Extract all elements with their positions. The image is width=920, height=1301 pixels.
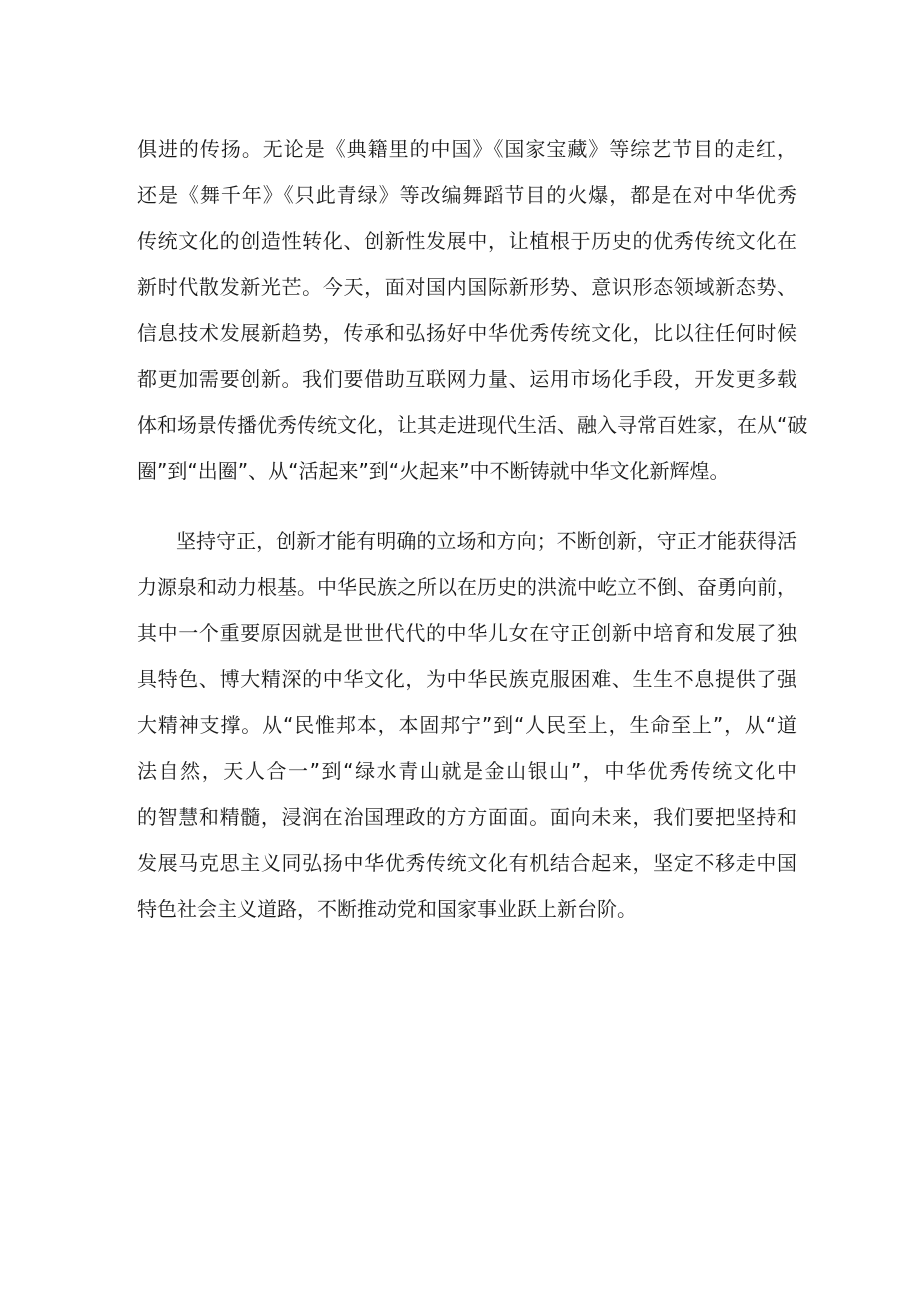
text-line: 力源泉和动力根基。中华民族之所以在历史的洪流中屹立不倒、奋勇向前， — [137, 575, 797, 599]
text-line: 信息技术发展新趋势，传承和弘扬好中华优秀传统文化，比以往任何时候 — [137, 321, 797, 345]
text-line: 发展马克思主义同弘扬中华优秀传统文化有机结合起来，坚定不移走中国 — [137, 851, 797, 875]
text-line: 都更加需要创新。我们要借助互联网力量、运用市场化手段，开发更多载 — [137, 367, 797, 391]
text-line: 还是《舞千年》《只此青绿》等改编舞蹈节目的火爆，都是在对中华优秀 — [137, 183, 797, 207]
text-line: 俱进的传扬。无论是《典籍里的中国》《国家宝藏》等综艺节目的走红， — [137, 137, 797, 161]
text-line: 传统文化的创造性转化、创新性发展中，让植根于历史的优秀传统文化在 — [137, 229, 797, 253]
text-line: 具特色、博大精深的中华文化，为中华民族克服困难、生生不息提供了强 — [137, 667, 797, 691]
text-line: 特色社会主义道路，不断推动党和国家事业跃上新台阶。 — [137, 897, 637, 921]
text-line: 坚持守正，创新才能有明确的立场和方向；不断创新，守正才能获得活 — [176, 529, 797, 553]
text-line: 大精神支撑。从“民惟邦本，本固邦宁”到“人民至上，生命至上”，从“道 — [137, 713, 797, 737]
text-line: 的智慧和精髓，浸润在治国理政的方方面面。面向未来，我们要把坚持和 — [137, 805, 797, 829]
text-line: 法自然，天人合一”到“绿水青山就是金山银山”，中华优秀传统文化中 — [137, 759, 797, 783]
text-line: 圈”到“出圈”、从“活起来”到“火起来”中不断铸就中华文化新辉煌。 — [137, 459, 730, 483]
text-line: 其中一个重要原因就是世世代代的中华儿女在守正创新中培育和发展了独 — [137, 621, 797, 645]
text-line: 体和场景传播优秀传统文化，让其走进现代生活、融入寻常百姓家，在从“破 — [137, 413, 808, 437]
text-line: 新时代散发新光芒。今天，面对国内国际新形势、意识形态领域新态势、 — [137, 275, 797, 299]
